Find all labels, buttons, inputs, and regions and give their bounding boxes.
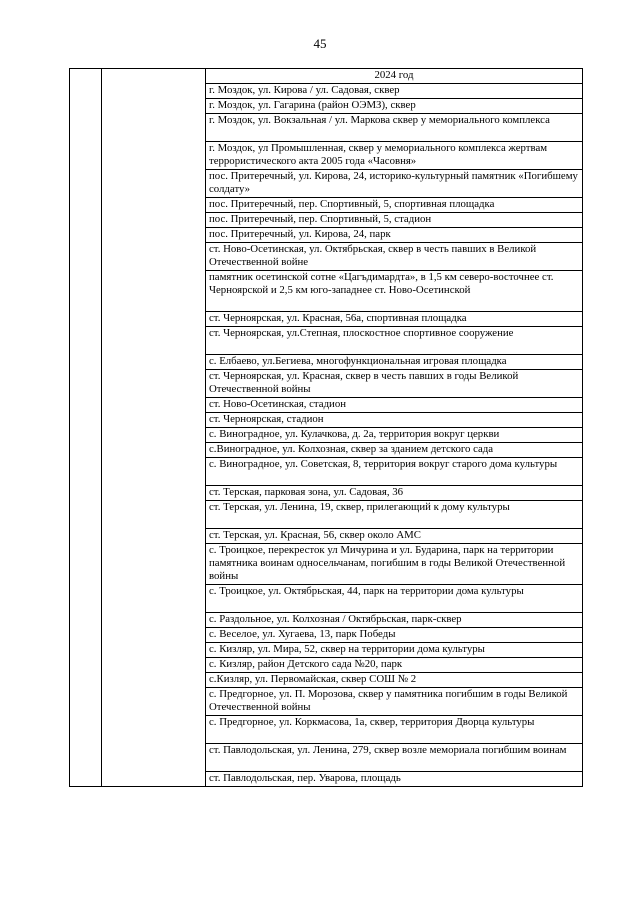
location-cell: с. Кизляр, район Детского сада №20, парк [206, 658, 583, 673]
location-cell: ст. Черноярская, ул. Красная, 56а, спортивная площадка [206, 312, 583, 327]
location-cell: ст. Черноярская, ул. Красная, сквер в честь павших в годы Великой Отечественной войны [206, 370, 583, 398]
table-row [70, 69, 583, 84]
location-cell: пос. Притеречный, пер. Спортивный, 5, спортивная площадка [206, 198, 583, 213]
location-cell: с. Троицкое, перекресток ул Мичурина и ул. Бударина, парк на территории памятника воинам односельчанам, погибшим в годы Великой Отечественной войны [206, 544, 583, 585]
locations-table [69, 68, 583, 787]
location-cell: пос. Притеречный, ул. Кирова, 24, историко-культурный памятник «Погибшему солдату» [206, 170, 583, 198]
location-cell: с.Виноградное, ул. Колхозная, сквер за зданием детского сада [206, 443, 583, 458]
location-cell: с. Предгорное, ул. П. Морозова, сквер у памятника погибшим в годы Великой Отечественной войны [206, 688, 583, 716]
location-cell: ст. Черноярская, стадион [206, 413, 583, 428]
location-cell: г. Моздок, ул. Гагарина (район ОЭМЗ), сквер [206, 99, 583, 114]
location-cell: с. Кизляр, ул. Мира, 52, сквер на территории дома культуры [206, 643, 583, 658]
location-cell: ст. Терская, ул. Красная, 56, сквер около АМС [206, 529, 583, 544]
location-cell: с. Елбаево, ул.Бегиева, многофункциональная игровая площадка [206, 355, 583, 370]
location-cell: с. Виноградное, ул. Кулачкова, д. 2а, территория вокруг церкви [206, 428, 583, 443]
location-cell: с. Предгорное, ул. Коркмасова, 1а, сквер, территория Дворца культуры [206, 716, 583, 744]
location-cell: ст. Ново-Осетинская, ул. Октябрьская, сквер в честь павших в Великой Отечественной войне [206, 243, 583, 271]
location-cell: ст. Павлодольская, ул. Ленина, 279, сквер возле мемориала погибшим воинам [206, 744, 583, 772]
location-cell: с. Виноградное, ул. Советская, 8, территория вокруг старого дома культуры [206, 458, 583, 486]
location-cell: г. Моздок, ул. Кирова / ул. Садовая, сквер [206, 84, 583, 99]
location-cell: пос. Притеречный, ул. Кирова, 24, парк [206, 228, 583, 243]
empty-cell [102, 69, 206, 787]
location-cell: ст. Павлодольская, пер. Уварова, площадь [206, 772, 583, 787]
location-cell: г. Моздок, ул Промышленная, сквер у мемориального комплекса жертвам террористического акта 2005 года «Часовня» [206, 142, 583, 170]
location-cell: ст. Ново-Осетинская, стадион [206, 398, 583, 413]
location-cell: пос. Притеречный, пер. Спортивный, 5, стадион [206, 213, 583, 228]
location-cell: с.Кизляр, ул. Первомайская, сквер СОШ № 2 [206, 673, 583, 688]
location-cell: г. Моздок, ул. Вокзальная / ул. Маркова сквер у мемориального комплекса [206, 114, 583, 142]
location-cell: с. Веселое, ул. Хугаева, 13, парк Победы [206, 628, 583, 643]
location-cell: ст. Терская, ул. Ленина, 19, сквер, прилегающий к дому культуры [206, 501, 583, 529]
location-cell: ст. Терская, парковая зона, ул. Садовая, 36 [206, 486, 583, 501]
page-number: 45 [313, 36, 327, 51]
location-cell: ст. Черноярская, ул.Степная, плоскостное спортивное сооружение [206, 327, 583, 355]
empty-cell [70, 69, 102, 787]
location-cell: памятник осетинской сотне «Цагъдимардта», в 1,5 км северо-восточнее ст. Черноярской и 2,5 км юго-западнее ст. Ново-Осетинской [206, 271, 583, 312]
year-header: 2024 год [206, 69, 583, 84]
location-cell: с. Раздольное, ул. Колхозная / Октябрьская, парк-сквер [206, 613, 583, 628]
location-cell: с. Троицкое, ул. Октябрьская, 44, парк на территории дома культуры [206, 585, 583, 613]
